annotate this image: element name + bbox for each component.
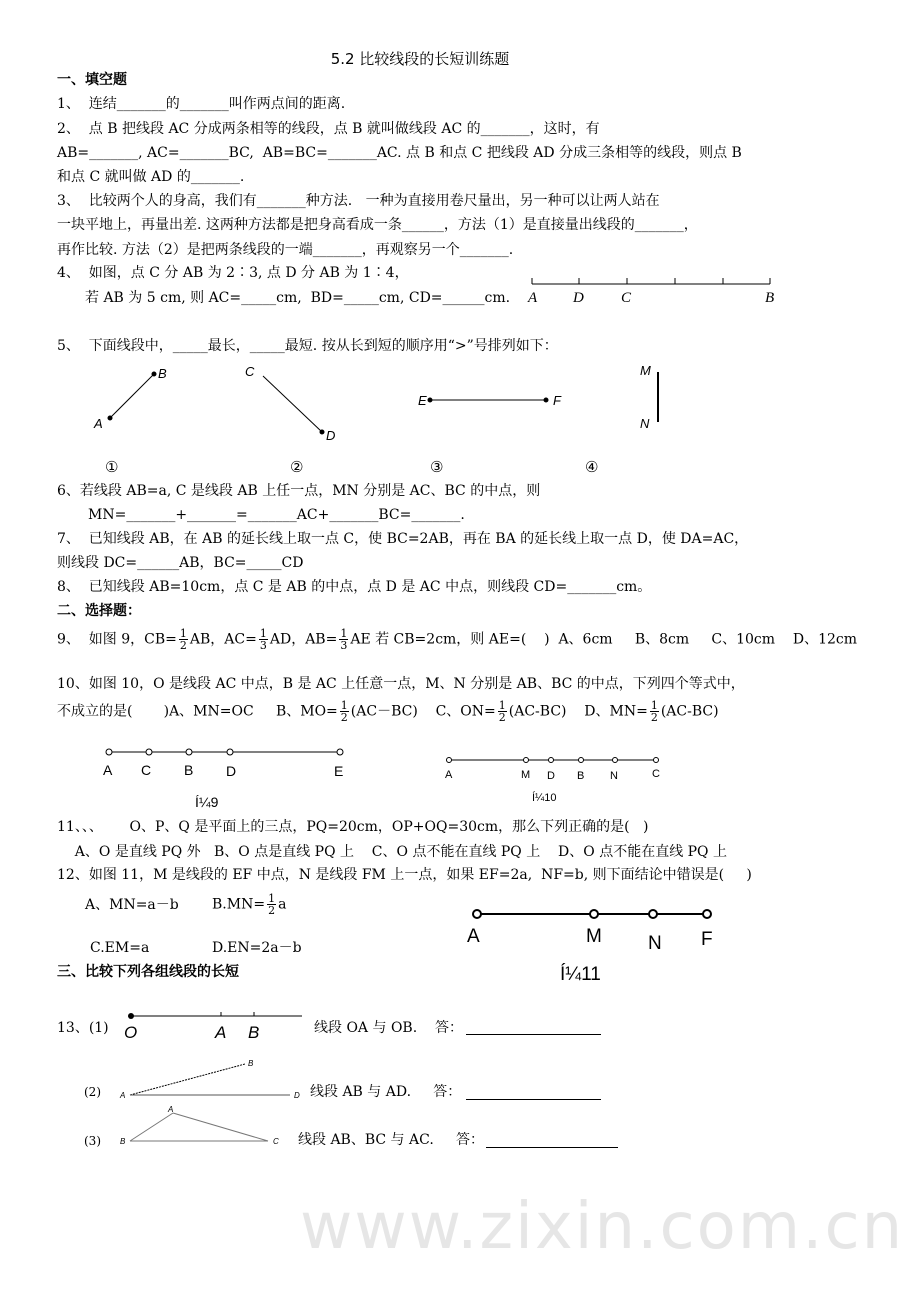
figure-caption: Í¼11 (560, 964, 601, 985)
numerator: 1 (179, 627, 187, 640)
point-label: B (158, 366, 167, 381)
figure-caption: Í¼9 (195, 794, 219, 810)
numerator: 1 (340, 627, 348, 640)
text: AD，AB= (269, 631, 338, 648)
text: B.MN= (212, 896, 266, 913)
numerator: 1 (340, 699, 348, 712)
figure-caption: Í¼10 (532, 792, 557, 804)
fraction (340, 700, 349, 723)
point-label: D (226, 763, 237, 779)
question-4-line: 4、 如图，点 C 分 AB 为 2∶3, 点 D 分 AB 为 1∶4， (57, 265, 409, 281)
question-13-prefix: 13、(1) (57, 1020, 109, 1036)
point-label: C (273, 1137, 279, 1146)
numerator: 1 (498, 699, 506, 712)
question-3-line: 3、 比较两个人的身高，我们有_______种方法. 一种为直接用卷尺量出，另一种可以让两人站在 (57, 193, 660, 209)
figure-5 (90, 360, 690, 480)
question-4-line: 若 AB 为 5 cm, 则 AC=_____cm, BD=_____cm, CD=______cm. (85, 290, 511, 306)
part-2-label: (2) (84, 1085, 101, 1099)
option-b (212, 893, 286, 916)
point-label: N (640, 416, 650, 431)
denominator: 3 (259, 639, 267, 652)
question-13-part-1: 线段 OA 与 OB. 答： (314, 1020, 463, 1036)
point-label: A (215, 1023, 227, 1042)
question-7-line: 则线段 DC=______AB，BC=_____CD (57, 555, 304, 571)
figure-number: ① (105, 459, 119, 476)
answer-line[interactable] (466, 1099, 601, 1100)
question-5: 5、 下面线段中，_____最长，_____最短. 按从长到短的顺序用“>”号排列如下： (57, 338, 558, 354)
section-heading-2: 二、选择题： (57, 603, 141, 619)
answer-line[interactable] (466, 1034, 601, 1035)
point-label: C (652, 768, 660, 780)
denominator: 3 (340, 639, 348, 652)
text: (AC-BC) D、MN= (508, 703, 648, 720)
point-label: B (248, 1059, 254, 1068)
figure-11 (465, 905, 725, 985)
text: (AC-BC) (660, 703, 719, 720)
option-c: C.EM=a (90, 940, 150, 956)
figure-10 (440, 755, 670, 805)
question-2-line: 2、 点 B 把线段 AC 分成两条相等的线段，点 B 就叫做线段 AC 的_______，这时，有 (57, 121, 600, 137)
denominator: 2 (498, 711, 506, 724)
option-d: D.EN=2a－b (212, 940, 302, 956)
fraction (259, 628, 268, 651)
denominator: 2 (340, 711, 348, 724)
point-label: D (547, 770, 555, 782)
point-label: N (648, 933, 662, 954)
question-10-line: 10、如图 10，O 是线段 AC 中点，B 是 AC 上任意一点，M、N 分别是 AB、BC 的中点，下列四个等式中， (57, 676, 745, 692)
figure-13-2 (118, 1058, 318, 1103)
point-label: M (586, 926, 602, 947)
question-10-options (57, 700, 719, 723)
point-label: E (334, 763, 344, 779)
section-heading-1: 一、填空题 (57, 72, 127, 88)
point-label: C (245, 364, 255, 379)
part-3-label: (3) (84, 1134, 101, 1148)
denominator: 2 (650, 711, 658, 724)
option-a: A、MN=a－b (85, 897, 179, 913)
figure-number: ③ (430, 459, 444, 476)
question-7-line: 7、 已知线段 AB，在 AB 的延长线上取一点 C，使 BC=2AB，再在 BA 的延长线上取一点 D，使 DA=AC， (57, 531, 749, 547)
point-label: D (573, 290, 584, 306)
text: AB，AC= (189, 631, 257, 648)
point-label: N (610, 770, 618, 782)
question-3-line: 再作比较. 方法（2）是把两条线段的一端_______，再观察另一个_______. (57, 242, 514, 258)
point-label: A (103, 762, 113, 778)
point-label: E (418, 393, 427, 408)
question-13-part-2: 线段 AB 与 AD. 答： (310, 1084, 462, 1100)
numerator: 1 (268, 892, 276, 905)
text: (AC－BC) C、ON= (350, 703, 496, 720)
point-label: A (120, 1091, 126, 1100)
point-label: F (553, 393, 561, 408)
point-label: D (326, 428, 336, 443)
point-label: A (528, 290, 538, 306)
point-label: B (765, 290, 775, 306)
question-1: 1、 连结_______的_______叫作两点间的距离. (57, 96, 346, 112)
fraction (498, 700, 507, 723)
text: AE 若 CB=2cm，则 AE=( ) A、6cm B、8cm C、10cm D、12cm (350, 631, 857, 648)
figure-4 (530, 270, 780, 310)
question-8: 8、 已知线段 AB=10cm，点 C 是 AB 的中点，点 D 是 AC 中点，则线段 CD=_______cm。 (57, 579, 652, 595)
point-label: O (124, 1023, 138, 1042)
point-label: B (120, 1137, 126, 1146)
question-6-line: MN=_______+_______=_______AC+_______BC=_______. (88, 507, 465, 523)
watermark: www.zixin.com.cn (300, 1190, 905, 1264)
figure-13-3 (118, 1103, 288, 1148)
text: a (278, 896, 287, 913)
point-label: A (445, 769, 453, 781)
point-label: A (168, 1105, 174, 1114)
point-label: M (640, 363, 651, 378)
figure-number: ④ (585, 459, 599, 476)
figure-9 (100, 745, 360, 810)
point-label: C (141, 762, 152, 778)
question-3-line: 一块平地上，再量出差. 这两种方法都是把身高看成一条______，方法（1）是直接量出线段的_______， (57, 217, 698, 233)
figure-13-1 (124, 1010, 314, 1040)
point-label: F (701, 929, 713, 950)
numerator: 1 (650, 699, 658, 712)
answer-line[interactable] (486, 1147, 618, 1148)
question-9 (57, 628, 857, 651)
question-12: 12、如图 11，M 是线段的 EF 中点，N 是线段 FM 上一点，如果 EF=2a, NF=b, 则下面结论中错误是( ) (57, 867, 752, 883)
point-label: B (577, 770, 585, 782)
question-2-line: 和点 C 就叫做 AD 的_______. (57, 169, 245, 185)
page-title: 5.2 比较线段的长短训练题 (330, 50, 510, 68)
text: 不成立的是( )A、MN=OC B、MO= (57, 703, 338, 720)
point-label: B (248, 1023, 260, 1042)
point-label: A (467, 926, 480, 947)
denominator: 2 (268, 904, 276, 917)
question-13-part-3: 线段 AB、BC 与 AC. 答： (298, 1132, 485, 1148)
section-heading-3: 三、比较下列各组线段的长短 (57, 964, 239, 980)
question-2-line: AB=_______, AC=_______BC, AB=BC=_______AC. 点 B 和点 C 把线段 AD 分成三条相等的线段，则点 B (57, 145, 742, 161)
fraction (267, 893, 276, 916)
point-label: C (621, 290, 632, 306)
figure-number: ② (290, 459, 304, 476)
question-11-options: A、O 是直线 PQ 外 B、O 点是直线 PQ 上 C、O 点不能在直线 PQ 上 D、O 点不能在直线 PQ 上 (57, 844, 727, 860)
question-11-line: 11、、、 O、P、Q 是平面上的三点，PQ=20cm，OP+OQ=30cm，那么下列正确的是( ) (57, 819, 649, 835)
point-label: M (521, 769, 531, 781)
fraction (179, 628, 188, 651)
point-label: A (94, 416, 103, 431)
numerator: 1 (259, 627, 267, 640)
fraction (339, 628, 348, 651)
question-6-line: 6、若线段 AB=a, C 是线段 AB 上任一点，MN 分别是 AC、BC 的中点，则 (57, 483, 541, 499)
point-label: D (294, 1091, 300, 1100)
text: 9、 如图 9，CB= (57, 631, 177, 648)
point-label: B (184, 762, 194, 778)
denominator: 2 (179, 639, 187, 652)
fraction (650, 700, 659, 723)
